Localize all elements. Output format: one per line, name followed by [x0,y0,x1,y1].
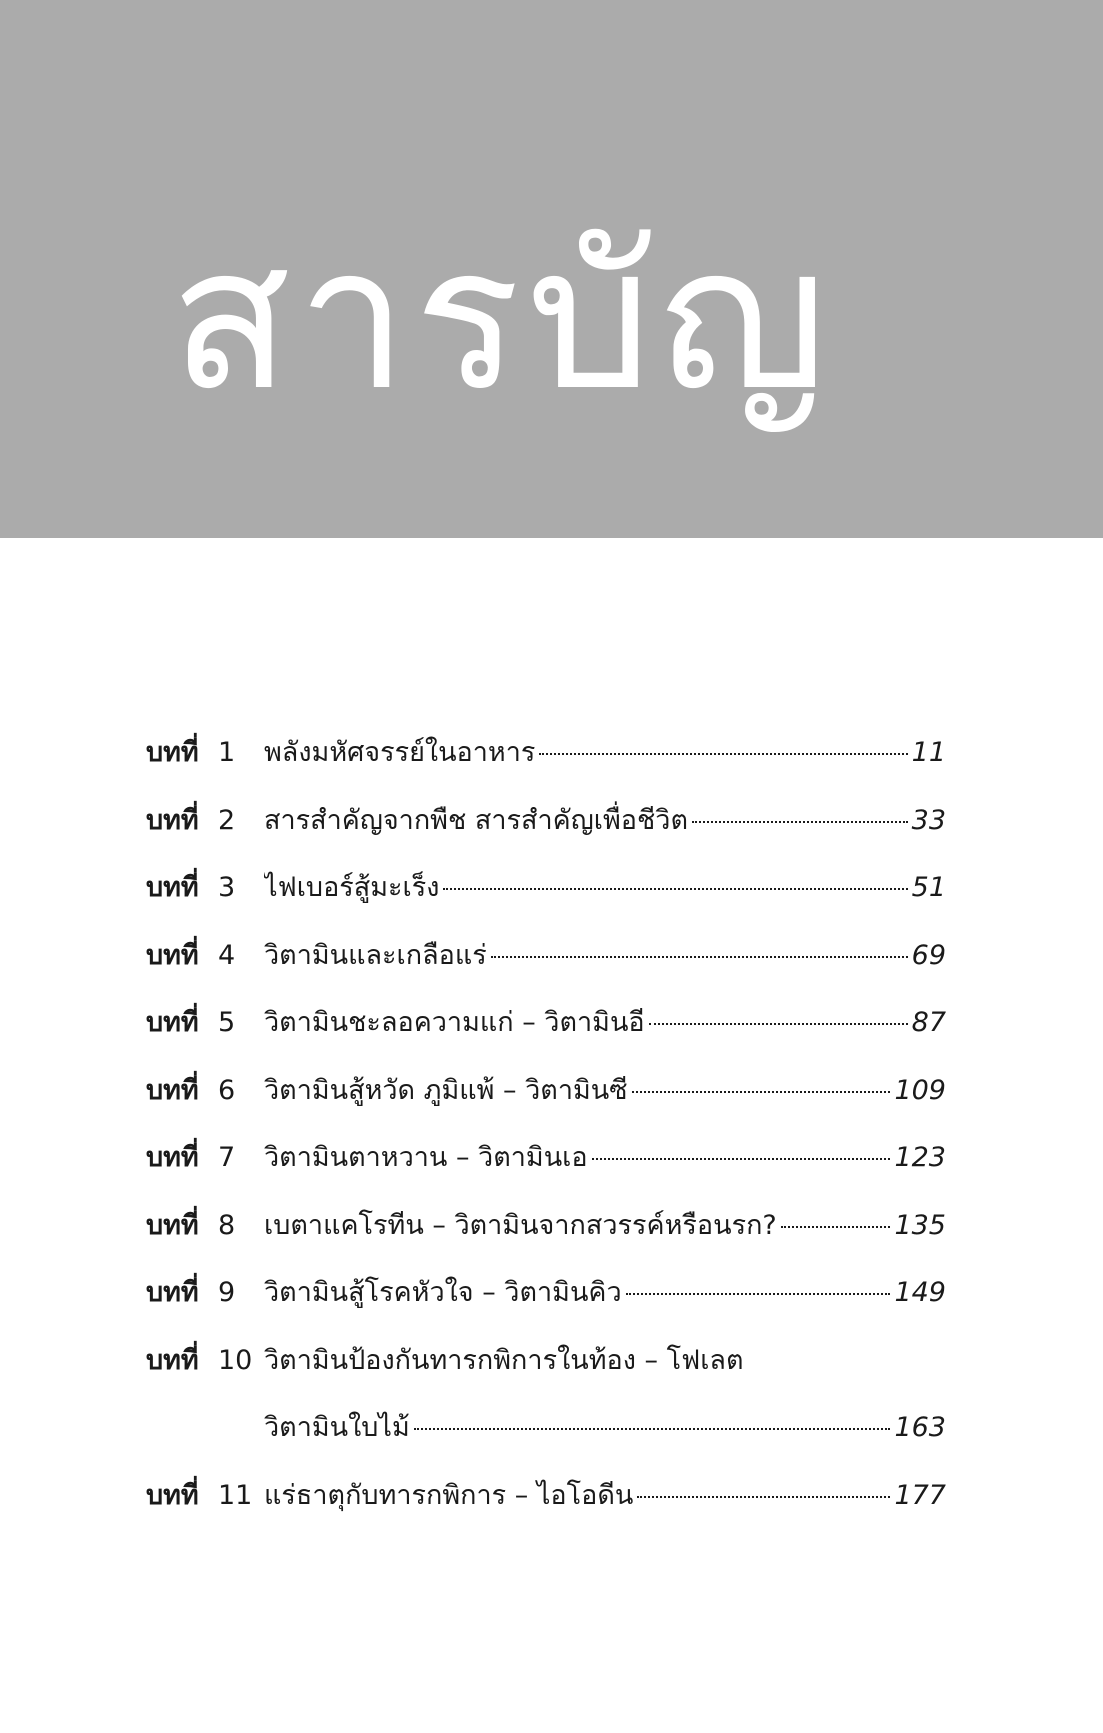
dot-leader [443,888,907,890]
page-number: 149 [894,1277,946,1308]
page-number: 69 [911,939,946,971]
chapter-title: วิตามินและเกลือแร่ [264,939,487,971]
toc-item-8[interactable] [146,1203,946,1271]
chapter-title: วิตามินตาหวาน – วิตามินเอ [264,1142,588,1173]
toc-item-9[interactable] [146,1270,946,1338]
chapter-number: 5 [218,1007,236,1038]
chapter-label: บทที่ [146,1479,199,1511]
chapter-label: บทที่ [146,872,199,903]
dot-leader [626,1293,891,1295]
chapter-label: บทที่ [146,737,199,768]
page-title: สารบัญ [170,203,833,434]
toc-item-6[interactable] [146,1068,946,1136]
dot-leader [649,1023,908,1025]
chapter-label: บทที่ [146,1344,199,1376]
chapter-number: 10 [218,1344,253,1376]
chapter-label: บทที่ [146,1277,199,1308]
chapter-number: 11 [218,1479,253,1511]
chapter-label: บทที่ [146,1142,199,1173]
chapter-title: แร่ธาตุกับทารกพิการ – ไอโอดีน [264,1479,634,1511]
dot-leader [592,1158,891,1160]
table-of-contents [146,730,946,1540]
chapter-title: วิตามินป้องกันทารกพิการในท้อง – โฟเลต [264,1344,744,1376]
toc-item-11[interactable] [146,1473,946,1541]
toc-item-10-continued[interactable] [146,1405,946,1473]
page-number: 51 [911,872,946,903]
page-number: 109 [894,1074,946,1106]
dot-leader [632,1091,891,1093]
toc-item-10[interactable] [146,1338,946,1406]
chapter-title: วิตามินสู้หวัด ภูมิแพ้ – วิตามินซี [264,1074,628,1106]
dot-leader [781,1226,891,1228]
page-number: 33 [911,804,946,836]
chapter-label: บทที่ [146,804,199,836]
header-band [0,0,1103,538]
chapter-label: บทที่ [146,1007,199,1038]
toc-item-7[interactable] [146,1135,946,1203]
toc-item-4[interactable] [146,933,946,1001]
chapter-title: เบตาแคโรทีน – วิตามินจากสวรรค์หรือนรก? [264,1209,777,1241]
chapter-number: 7 [218,1142,236,1173]
chapter-number: 3 [218,872,236,903]
chapter-number: 2 [218,804,236,836]
dot-leader [692,821,908,823]
chapter-label: บทที่ [146,939,199,971]
chapter-number: 4 [218,939,236,971]
chapter-label: บทที่ [146,1074,199,1106]
chapter-title: ไฟเบอร์สู้มะเร็ง [264,872,440,903]
chapter-number: 8 [218,1209,236,1241]
chapter-label: บทที่ [146,1209,199,1241]
chapter-number: 9 [218,1277,236,1308]
dot-leader [539,753,907,755]
chapter-title: พลังมหัศจรรย์ในอาหาร [264,737,536,768]
dot-leader [491,956,908,958]
chapter-number: 1 [218,737,236,768]
page-number: 11 [911,737,946,768]
page-number: 87 [911,1007,946,1038]
page-number: 177 [894,1479,946,1511]
chapter-title: วิตามินชะลอความแก่ – วิตามินอี [264,1007,645,1038]
dot-leader [414,1428,891,1430]
chapter-number: 6 [218,1074,236,1106]
dot-leader [637,1496,890,1498]
toc-item-2[interactable] [146,798,946,866]
page-number: 135 [894,1209,946,1241]
chapter-title-continued: วิตามินใบไม้ [264,1412,410,1443]
toc-item-1[interactable] [146,730,946,798]
page-number: 163 [894,1412,946,1443]
chapter-title: วิตามินสู้โรคหัวใจ – วิตามินคิว [264,1277,622,1308]
toc-item-3[interactable] [146,865,946,933]
toc-item-5[interactable] [146,1000,946,1068]
page-number: 123 [894,1142,946,1173]
chapter-title: สารสำคัญจากพืช สารสำคัญเพื่อชีวิต [264,804,688,836]
